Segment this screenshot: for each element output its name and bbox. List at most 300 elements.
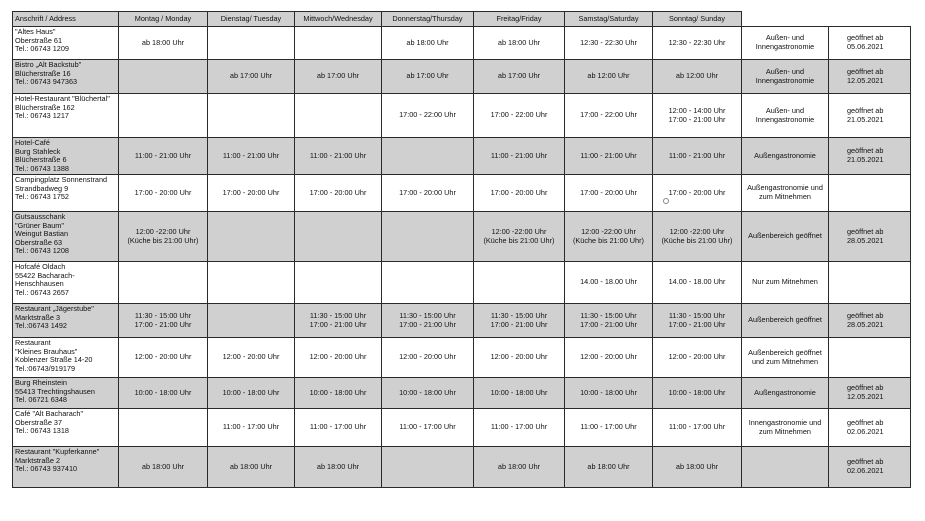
service-cell-line: Außen- und	[765, 105, 805, 115]
address-cell-line: Hofcafé Oldach	[15, 262, 66, 271]
table-row	[13, 138, 911, 175]
hours-cell-tuesday	[208, 378, 295, 409]
hours-cell-thursday-line: 12:00 - 20:00 Uhr	[399, 352, 456, 362]
hours-cell-saturday	[565, 262, 653, 304]
hours-cell-friday	[474, 212, 565, 262]
hours-cell-friday-line: 11:30 - 15:00 Uhr	[490, 310, 548, 320]
hours-cell-friday-line: ab 17:00 Uhr	[497, 71, 541, 81]
table-row	[13, 338, 911, 378]
address-cell-line: Hotel-Restaurant "Blüchertal"	[15, 94, 110, 103]
address-cell-line: Blücherstraße 16	[15, 68, 71, 78]
opened-cell-line: 02.06.2021	[847, 466, 884, 475]
service-cell	[742, 138, 829, 175]
address-cell-line: Burg Stahleck	[15, 146, 61, 156]
opened-cell	[829, 409, 911, 447]
hours-cell-wednesday	[295, 304, 382, 338]
opened-cell-line: geöffnet ab	[847, 226, 884, 236]
hours-cell-monday	[119, 447, 208, 488]
hours-cell-monday-line: ab 18:00 Uhr	[141, 37, 185, 47]
hours-cell-monday-line: 10:00 - 18:00 Uhr	[134, 387, 192, 397]
opened-cell	[829, 94, 911, 138]
hours-cell-monday-line: 12:00 -22:00 Uhr	[135, 226, 191, 236]
hours-cell-saturday	[565, 338, 653, 378]
hours-cell-thursday	[382, 447, 474, 488]
opened-cell-line: geöffnet ab	[847, 457, 884, 467]
hours-cell-friday	[474, 27, 565, 60]
address-cell-line: Marktstraße 3	[15, 312, 61, 322]
address-cell-line: Gutsausschank	[15, 212, 66, 221]
address-cell-line: Tel.: 06743 1318	[15, 426, 69, 436]
hours-cell-thursday	[382, 378, 474, 409]
hours-cell-thursday-line: ab 17:00 Uhr	[406, 71, 449, 81]
opened-cell	[829, 138, 911, 175]
address-cell-line: Marktstraße 2	[15, 455, 61, 465]
hours-cell-thursday-line: ab 18:00 Uhr	[406, 37, 449, 47]
address-cell-line: Tel.: 06743 1752	[15, 192, 69, 202]
service-cell-line: und zum Mitnehmen	[751, 356, 819, 366]
hours-cell-saturday-line: (Küche bis 21:00 Uhr)	[573, 235, 644, 245]
service-cell	[742, 175, 829, 212]
address-cell-line: Restaurant	[15, 338, 51, 347]
hours-cell-thursday-line: 17:00 - 21:00 Uhr	[399, 319, 456, 329]
address-cell	[13, 262, 119, 304]
opened-cell-line: 12.05.2021	[847, 392, 884, 401]
service-cell	[742, 304, 829, 338]
hours-cell-sunday	[653, 94, 742, 138]
hours-cell-monday	[119, 409, 208, 447]
service-cell	[742, 27, 829, 60]
hours-cell-sunday-line: 11:00 - 17:00 Uhr	[668, 422, 726, 432]
hours-cell-tuesday-line: 11:00 - 17:00 Uhr	[222, 422, 280, 432]
address-cell-line: Tel. 06721 6348	[15, 395, 67, 405]
address-cell-line: Tel.: 06743 1209	[15, 44, 69, 54]
hours-cell-friday-line: 11:00 - 17:00 Uhr	[490, 422, 548, 432]
hours-cell-wednesday	[295, 338, 382, 378]
hours-cell-thursday	[382, 175, 474, 212]
hours-cell-sunday	[653, 27, 742, 60]
header-opened	[829, 12, 911, 27]
service-cell-line: Außenbereich geöffnet	[748, 347, 822, 357]
address-cell-line: Tel.: 06743 1388	[15, 163, 69, 173]
hours-cell-monday	[119, 338, 208, 378]
hours-cell-monday-line: 12:00 - 20:00 Uhr	[134, 352, 192, 362]
address-cell-line: Oberstraße 63	[15, 237, 63, 247]
address-cell-line: Restaurant "Kupferkanne"	[15, 447, 100, 456]
hours-cell-thursday	[382, 262, 474, 304]
header-row	[13, 12, 911, 27]
hours-cell-friday	[474, 94, 565, 138]
hours-cell-thursday-line: 11:30 - 15:00 Uhr	[399, 310, 456, 320]
hours-cell-saturday	[565, 212, 653, 262]
opened-cell	[829, 447, 911, 488]
address-cell-line: Strandbadweg 9	[15, 183, 69, 193]
hours-cell-saturday-line: 12:00 - 20:00 Uhr	[580, 352, 637, 362]
service-cell-line: Nur zum Mitnehmen	[752, 277, 818, 287]
hours-cell-tuesday	[208, 447, 295, 488]
opened-cell-line: 02.06.2021	[847, 426, 884, 436]
hours-cell-friday-line: ab 18:00 Uhr	[497, 461, 541, 471]
hours-cell-wednesday	[295, 175, 382, 212]
hours-cell-tuesday-line: 11:00 - 21:00 Uhr	[222, 150, 280, 160]
hours-cell-wednesday	[295, 212, 382, 262]
hours-cell-wednesday	[295, 138, 382, 175]
hours-cell-monday	[119, 175, 208, 212]
hours-cell-saturday-line: ab 18:00 Uhr	[587, 461, 630, 471]
opened-cell	[829, 338, 911, 378]
hours-cell-monday	[119, 262, 208, 304]
header-tuesday: Dienstag/ Tuesday	[208, 12, 295, 27]
header-service	[742, 12, 829, 27]
hours-cell-saturday	[565, 447, 653, 488]
table-body	[13, 27, 911, 488]
hours-cell-wednesday-line: 17:00 - 20:00 Uhr	[309, 187, 367, 197]
hours-cell-sunday	[653, 338, 742, 378]
hours-cell-sunday	[653, 409, 742, 447]
hours-cell-friday	[474, 338, 565, 378]
hours-cell-thursday-line: 10:00 - 18:00 Uhr	[399, 387, 456, 397]
hours-cell-saturday	[565, 409, 653, 447]
address-cell	[13, 175, 119, 212]
address-cell-line: "Kleines Brauhaus"	[15, 346, 78, 356]
service-cell-line: Außengastronomie	[754, 387, 816, 397]
address-cell-line: 55413 Trechtingshausen	[15, 386, 95, 396]
address-cell-line: Hotel-Café	[15, 138, 50, 147]
hours-cell-saturday-line: 12:00 -22:00 Uhr	[581, 226, 636, 236]
hours-cell-tuesday	[208, 60, 295, 94]
opened-cell	[829, 262, 911, 304]
opened-cell-line: 28.05.2021	[847, 235, 884, 245]
table-row	[13, 447, 911, 488]
address-cell	[13, 94, 119, 138]
hours-cell-friday	[474, 175, 565, 212]
hours-cell-saturday-line: 11:00 - 17:00 Uhr	[580, 422, 637, 432]
address-cell-line: "Altes Haus"	[15, 27, 56, 36]
service-cell-line: Innengastronomie und	[748, 417, 822, 427]
hours-cell-saturday	[565, 138, 653, 175]
header-friday: Freitag/Friday	[474, 12, 565, 27]
opened-cell	[829, 175, 911, 212]
hours-cell-friday	[474, 378, 565, 409]
service-cell	[742, 378, 829, 409]
address-cell-line: Blücherstraße 162	[15, 102, 75, 112]
service-cell-line: Innengastronomie	[755, 42, 815, 51]
hours-cell-sunday	[653, 60, 742, 94]
hours-cell-sunday-line: 17:00 - 21:00 Uhr	[668, 114, 726, 124]
opened-cell	[829, 60, 911, 94]
hours-cell-saturday-line: 14.00 - 18.00 Uhr	[580, 277, 637, 287]
hours-cell-wednesday-line: 11:30 - 15:00 Uhr	[309, 310, 367, 320]
address-cell	[13, 378, 119, 409]
hours-cell-sunday-line: 14.00 - 18.00 Uhr	[668, 277, 726, 287]
opened-cell	[829, 378, 911, 409]
hours-cell-sunday-line: 12:00 - 20:00 Uhr	[668, 352, 726, 362]
hours-cell-wednesday-line: 11:00 - 21:00 Uhr	[309, 150, 367, 160]
opened-cell-line: geöffnet ab	[847, 146, 884, 156]
hours-cell-tuesday	[208, 338, 295, 378]
hours-cell-tuesday	[208, 138, 295, 175]
small-circle-marker	[663, 198, 669, 204]
hours-cell-saturday-line: 11:30 - 15:00 Uhr	[580, 310, 637, 320]
hours-cell-monday	[119, 60, 208, 94]
service-cell	[742, 60, 829, 94]
hours-cell-tuesday	[208, 175, 295, 212]
hours-cell-friday	[474, 60, 565, 94]
header-wednesday: Mittwoch/Wednesday	[295, 12, 382, 27]
opened-cell-line: 28.05.2021	[847, 319, 884, 329]
service-cell	[742, 447, 829, 488]
hours-cell-thursday-line: 17:00 - 22:00 Uhr	[399, 110, 456, 120]
address-cell-line: Tel.: 06743 947363	[15, 77, 78, 87]
table-row	[13, 378, 911, 409]
address-cell-line: Henschhausen	[15, 279, 64, 289]
hours-cell-sunday-line: (Küche bis 21:00 Uhr)	[661, 235, 733, 245]
service-cell	[742, 212, 829, 262]
address-cell	[13, 447, 119, 488]
hours-cell-sunday	[653, 304, 742, 338]
address-cell-line: Tel.: 06743 937410	[15, 464, 78, 474]
hours-cell-saturday-line: 12:30 - 22:30 Uhr	[580, 37, 637, 47]
hours-cell-tuesday	[208, 262, 295, 304]
service-cell-line: Außengastronomie und	[747, 183, 823, 193]
table-row	[13, 60, 911, 94]
address-cell-line: "Grüner Baum"	[15, 220, 64, 230]
hours-cell-wednesday-line: 10:00 - 18:00 Uhr	[309, 387, 367, 397]
hours-cell-saturday-line: 11:00 - 21:00 Uhr	[580, 150, 637, 160]
hours-cell-wednesday-line: 17:00 - 21:00 Uhr	[309, 319, 367, 329]
hours-cell-friday-line: 17:00 - 20:00 Uhr	[490, 187, 548, 197]
hours-cell-monday-line: 11:30 - 15:00 Uhr	[134, 310, 192, 320]
address-cell	[13, 212, 119, 262]
hours-cell-monday	[119, 378, 208, 409]
opened-cell	[829, 304, 911, 338]
service-cell-line: Außen- und	[765, 66, 805, 76]
hours-cell-monday-line: (Küche bis 21:00 Uhr)	[127, 235, 199, 245]
address-cell-line: Oberstraße 37	[15, 417, 63, 427]
address-cell-line: Blücherstraße 6	[15, 155, 67, 165]
hours-cell-thursday	[382, 60, 474, 94]
address-cell	[13, 338, 119, 378]
hours-cell-wednesday	[295, 447, 382, 488]
hours-cell-friday-line: 11:00 - 21:00 Uhr	[490, 150, 548, 160]
hours-cell-monday-line: 17:00 - 20:00 Uhr	[134, 187, 192, 197]
address-cell-line: Café "Alt Bacharach"	[15, 409, 84, 418]
hours-cell-tuesday-line: ab 17:00 Uhr	[229, 71, 273, 81]
hours-cell-wednesday-line: 11:00 - 17:00 Uhr	[309, 422, 367, 432]
hours-cell-sunday	[653, 447, 742, 488]
opened-cell-line: 21.05.2021	[847, 114, 884, 124]
address-cell-line: Tel.: 06743 1217	[15, 111, 69, 121]
hours-cell-saturday	[565, 60, 653, 94]
opened-cell-line: geöffnet ab	[847, 417, 884, 427]
service-cell-line: Außengastronomie	[754, 150, 816, 160]
opened-cell	[829, 212, 911, 262]
header-monday: Montag / Monday	[119, 12, 208, 27]
hours-cell-monday	[119, 304, 208, 338]
service-cell-line: Außenbereich geöffnet	[748, 315, 822, 325]
service-cell-line: zum Mitnehmen	[759, 426, 811, 436]
hours-cell-thursday	[382, 138, 474, 175]
hours-cell-saturday-line: ab 12:00 Uhr	[587, 71, 630, 81]
hours-cell-saturday-line: 17:00 - 21:00 Uhr	[580, 319, 637, 329]
opened-cell-line: 21.05.2021	[847, 155, 884, 164]
hours-cell-sunday-line: 17:00 - 20:00 Uhr	[668, 187, 726, 197]
address-cell-line: Oberstraße 61	[15, 35, 63, 45]
hours-cell-friday	[474, 447, 565, 488]
address-cell-line: Tel.:06743 1492	[15, 321, 67, 331]
header-address: Anschrift / Address	[13, 12, 119, 27]
address-cell-line: Burg Rheinstein	[15, 378, 67, 387]
hours-cell-wednesday-line: 12:00 - 20:00 Uhr	[309, 352, 367, 362]
hours-cell-tuesday	[208, 212, 295, 262]
address-cell-line: Restaurant „Jägerstube"	[15, 304, 94, 313]
opening-hours-table	[12, 11, 911, 488]
hours-cell-tuesday-line: ab 18:00 Uhr	[229, 461, 273, 471]
hours-cell-friday	[474, 409, 565, 447]
hours-cell-saturday-line: 10:00 - 18:00 Uhr	[580, 387, 637, 397]
service-cell	[742, 262, 829, 304]
hours-cell-sunday	[653, 262, 742, 304]
opened-cell-line: geöffnet ab	[847, 66, 884, 76]
address-cell-line: Bistro „Alt Backstub"	[15, 60, 82, 69]
hours-cell-friday	[474, 138, 565, 175]
hours-cell-thursday	[382, 338, 474, 378]
hours-cell-wednesday	[295, 94, 382, 138]
opened-cell-line: 05.06.2021	[847, 42, 884, 51]
hours-cell-friday-line: (Küche bis 21:00 Uhr)	[483, 235, 555, 245]
service-cell-line: Innengastronomie	[755, 75, 815, 85]
hours-cell-sunday-line: 12:30 - 22:30 Uhr	[668, 37, 726, 47]
address-cell	[13, 60, 119, 94]
hours-cell-saturday	[565, 175, 653, 212]
hours-cell-sunday-line: 10:00 - 18:00 Uhr	[668, 387, 726, 397]
address-cell-line: Koblenzer Straße 14-20	[15, 355, 93, 365]
hours-cell-friday-line: 17:00 - 22:00 Uhr	[490, 110, 548, 120]
hours-cell-sunday	[653, 175, 742, 212]
hours-cell-tuesday	[208, 94, 295, 138]
header-thursday: Donnerstag/Thursday	[382, 12, 474, 27]
address-cell	[13, 27, 119, 60]
hours-cell-monday-line: ab 18:00 Uhr	[141, 461, 185, 471]
service-cell	[742, 338, 829, 378]
hours-cell-tuesday-line: 17:00 - 20:00 Uhr	[222, 187, 280, 197]
hours-cell-sunday-line: ab 18:00 Uhr	[675, 461, 719, 471]
service-cell-line: Außenbereich geöffnet	[748, 231, 822, 241]
hours-cell-sunday	[653, 212, 742, 262]
table-row	[13, 409, 911, 447]
address-cell-line: Tel.:06743/919179	[15, 363, 76, 373]
header-sunday: Sonntag/ Sunday	[653, 12, 742, 27]
hours-cell-sunday	[653, 138, 742, 175]
hours-cell-tuesday	[208, 27, 295, 60]
opened-cell	[829, 27, 911, 60]
address-cell-line: 55422 Bacharach-	[15, 270, 75, 280]
hours-cell-friday-line: 17:00 - 21:00 Uhr	[490, 319, 548, 329]
hours-cell-wednesday	[295, 262, 382, 304]
hours-cell-wednesday-line: ab 18:00 Uhr	[316, 461, 360, 471]
service-cell-line: Außen- und	[765, 33, 805, 43]
hours-cell-monday-line: 11:00 - 21:00 Uhr	[134, 150, 192, 160]
hours-cell-sunday-line: 12:00 -22:00 Uhr	[669, 226, 725, 236]
hours-cell-sunday-line: 11:00 - 21:00 Uhr	[668, 150, 726, 160]
hours-cell-tuesday-line: 12:00 - 20:00 Uhr	[222, 352, 280, 362]
hours-cell-monday	[119, 212, 208, 262]
hours-cell-sunday-line: 12:00 - 14:00 Uhr	[668, 105, 726, 115]
opened-cell-line: geöffnet ab	[847, 310, 884, 320]
service-cell-line: zum Mitnehmen	[759, 192, 811, 201]
hours-cell-saturday	[565, 304, 653, 338]
address-cell-line: Campingplatz Sonnenstrand	[15, 175, 108, 184]
hours-cell-monday-line: 17:00 - 21:00 Uhr	[134, 319, 192, 329]
header-saturday: Samstag/Saturday	[565, 12, 653, 27]
hours-cell-sunday	[653, 378, 742, 409]
table-row	[13, 212, 911, 262]
table-row	[13, 94, 911, 138]
hours-cell-tuesday	[208, 409, 295, 447]
hours-cell-thursday	[382, 409, 474, 447]
hours-cell-wednesday-line: ab 17:00 Uhr	[316, 71, 360, 81]
address-cell	[13, 138, 119, 175]
hours-cell-sunday-line: 11:30 - 15:00 Uhr	[668, 310, 726, 320]
hours-cell-tuesday	[208, 304, 295, 338]
service-cell	[742, 94, 829, 138]
table-row	[13, 175, 911, 212]
service-cell-line: Innengastronomie	[755, 114, 815, 124]
service-cell	[742, 409, 829, 447]
hours-cell-saturday-line: 17:00 - 20:00 Uhr	[580, 187, 637, 197]
opened-cell-line: 12.05.2021	[847, 75, 884, 85]
hours-cell-wednesday	[295, 27, 382, 60]
hours-cell-wednesday	[295, 378, 382, 409]
hours-cell-saturday	[565, 378, 653, 409]
hours-cell-tuesday-line: 10:00 - 18:00 Uhr	[222, 387, 280, 397]
hours-cell-friday	[474, 262, 565, 304]
hours-cell-thursday	[382, 94, 474, 138]
opened-cell-line: geöffnet ab	[847, 383, 884, 393]
address-cell	[13, 409, 119, 447]
address-cell-line: Tel.: 06743 1208	[15, 246, 69, 256]
hours-cell-thursday	[382, 212, 474, 262]
address-cell	[13, 304, 119, 338]
address-cell-line: Tel.: 06743 2657	[15, 287, 69, 297]
hours-cell-sunday-line: ab 12:00 Uhr	[675, 71, 719, 81]
address-cell-line: Weingut Bastian	[15, 229, 69, 239]
hours-cell-saturday	[565, 94, 653, 138]
hours-cell-monday	[119, 94, 208, 138]
table-row	[13, 304, 911, 338]
opened-cell-line: geöffnet ab	[847, 33, 884, 43]
hours-cell-friday-line: ab 18:00 Uhr	[497, 37, 541, 47]
hours-cell-thursday	[382, 304, 474, 338]
opened-cell-line: geöffnet ab	[847, 105, 884, 115]
hours-cell-saturday	[565, 27, 653, 60]
hours-cell-thursday-line: 17:00 - 20:00 Uhr	[399, 187, 456, 197]
hours-cell-wednesday	[295, 409, 382, 447]
hours-cell-thursday-line: 11:00 - 17:00 Uhr	[399, 422, 456, 432]
hours-cell-friday	[474, 304, 565, 338]
hours-cell-saturday-line: 17:00 - 22:00 Uhr	[580, 110, 637, 120]
hours-cell-friday-line: 10:00 - 18:00 Uhr	[490, 387, 548, 397]
hours-cell-thursday	[382, 27, 474, 60]
hours-cell-monday	[119, 27, 208, 60]
table-row	[13, 27, 911, 60]
hours-cell-wednesday	[295, 60, 382, 94]
hours-cell-friday-line: 12:00 - 20:00 Uhr	[490, 352, 548, 362]
hours-cell-friday-line: 12:00 -22:00 Uhr	[491, 226, 547, 236]
hours-cell-monday	[119, 138, 208, 175]
table-row	[13, 262, 911, 304]
hours-cell-sunday-line: 17:00 - 21:00 Uhr	[668, 319, 726, 329]
table-header	[13, 12, 911, 27]
